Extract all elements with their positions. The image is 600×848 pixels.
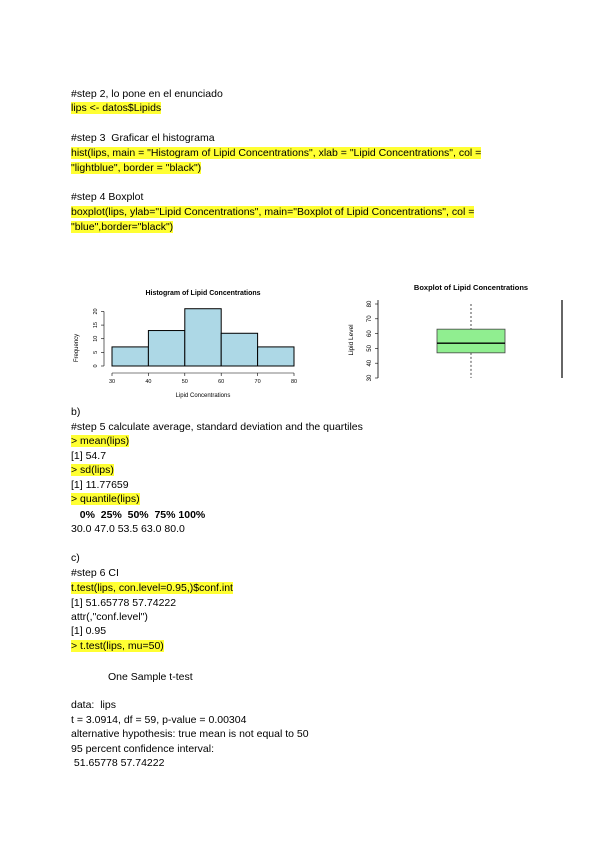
section-b-label: b): [71, 406, 81, 418]
histogram-bar: [112, 347, 148, 366]
cmd-sd: > sd(lips): [71, 464, 114, 476]
histogram-y-tick-label: 10: [93, 335, 99, 342]
ttest-ci-label: 95 percent confidence interval:: [71, 743, 215, 755]
histogram-bar: [185, 309, 221, 366]
cmd-mean: > mean(lips): [71, 435, 130, 447]
ttest-stat-line: t = 3.0914, df = 59, p-value = 0.00304: [71, 714, 247, 726]
comment-step4: #step 4 Boxplot: [71, 191, 144, 203]
out-sd: [1] 11.77659: [71, 479, 129, 491]
code-assign-lips: lips <- datos$Lipids: [71, 102, 162, 114]
histogram-x-tick-label: 40: [145, 379, 152, 385]
out-ci: [1] 51.65778 57.74222: [71, 597, 177, 609]
ttest-ci-values: 51.65778 57.74222: [71, 757, 165, 769]
histogram-x-tick-label: 30: [108, 379, 116, 385]
cmd-ttest-mu: > t.test(lips, mu=50): [71, 640, 164, 652]
histogram-y-tick-label: 20: [93, 308, 99, 315]
out-attr: attr(,"conf.level"): [71, 611, 148, 623]
quantile-values: 30.0 47.0 53.5 63.0 80.0: [71, 523, 185, 535]
ttest-alt-line: alternative hypothesis: true mean is not equal to 50: [71, 728, 309, 740]
histogram-x-tick-label: 80: [290, 379, 298, 385]
out-conf-level: [1] 0.95: [71, 625, 107, 637]
cmd-quantile: > quantile(lips): [71, 493, 140, 505]
boxplot-title: Boxplot of Lipid Concentrations: [413, 283, 529, 292]
code-boxplot-line2: "blue",border="black"): [71, 221, 174, 233]
code-hist-line2: "lightblue", border = "black"): [71, 162, 202, 174]
boxplot-box: [437, 329, 505, 353]
histogram-xlabel: Lipid Concentrations: [175, 393, 231, 399]
boxplot-y-tick-label: 40: [367, 359, 373, 367]
ttest-data-line: data: lips: [71, 699, 116, 711]
boxplot-ylabel: Lipid Level: [348, 324, 355, 356]
ttest-title: One Sample t-test: [108, 671, 193, 683]
section-c-label: c): [71, 552, 80, 564]
code-boxplot-line1: boxplot(lips, ylab="Lipid Concentrations", main="Boxplot of Lipid Concentrations", col =: [71, 206, 475, 218]
boxplot-y-tick-label: 30: [367, 374, 373, 382]
histogram-x-tick-label: 50: [181, 379, 188, 385]
boxplot-y-tick-label: 50: [367, 345, 373, 352]
quantile-header: 0% 25% 50% 75% 100%: [71, 509, 206, 521]
comment-step5: #step 5 calculate average, standard deviation and the quartiles: [71, 421, 363, 433]
cmd-ttest-ci: t.test(lips, con.level=0.95,)$conf.int: [71, 582, 233, 594]
boxplot-chart: [340, 280, 570, 390]
boxplot-y-tick-label: 60: [367, 330, 373, 337]
boxplot-y-tick-label: 80: [367, 300, 373, 308]
out-mean: [1] 54.7: [71, 450, 107, 462]
histogram-bar: [258, 347, 294, 366]
histogram-x-tick-label: 70: [254, 379, 261, 385]
boxplot-y-tick-label: 70: [367, 315, 373, 323]
comment-step6: #step 6 CI: [71, 567, 119, 579]
comment-step2: #step 2, lo pone en el enunciado: [71, 88, 223, 100]
comment-step3: #step 3 Graficar el histograma: [71, 132, 215, 144]
histogram-y-tick-label: 5: [93, 350, 99, 354]
histogram-x-tick-label: 60: [218, 379, 225, 385]
histogram-title: Histogram of Lipid Concentrations: [145, 290, 261, 297]
histogram-chart: [70, 280, 310, 402]
histogram-bar: [221, 333, 257, 366]
histogram-bar: [148, 331, 184, 366]
histogram-y-tick-label: 0: [93, 364, 99, 368]
histogram-y-tick-label: 15: [93, 322, 99, 329]
histogram-ylabel: Frequency: [74, 333, 80, 363]
code-hist-line1: hist(lips, main = "Histogram of Lipid Concentrations", xlab = "Lipid Concentrations", col =: [71, 147, 482, 159]
